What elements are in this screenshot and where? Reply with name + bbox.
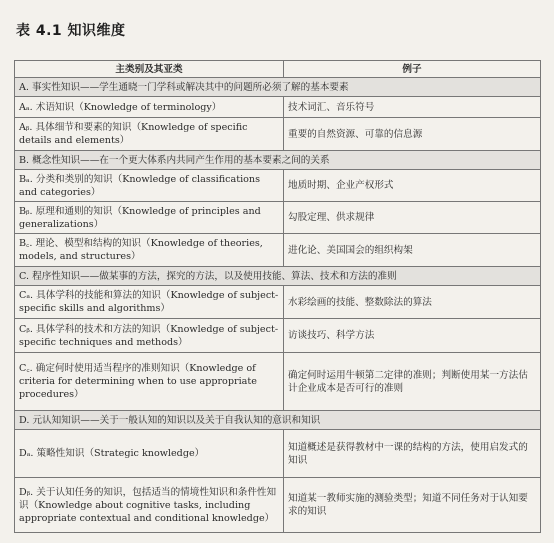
example-bc: 进化论、美国国会的组织构架 (284, 234, 541, 267)
main-category-a: A. 事实性知识——学生通晓一门学科或解决其中的问题所必须了解的基本要素 (15, 78, 541, 97)
subcategory-row (15, 202, 541, 234)
header-category: 主类别及其亚类 (15, 61, 284, 78)
subcategory-ba: Bₐ. 分类和类别的知识（Knowledge of classifications and categories） (15, 170, 284, 202)
knowledge-dimension-table (14, 60, 541, 533)
table-title: 表 4.1 知识维度 (16, 23, 126, 39)
main-category-row-b (15, 151, 541, 170)
subcategory-row (15, 286, 541, 319)
main-category-row-c (15, 267, 541, 286)
example-ba: 地质时期、企业产权形式 (284, 170, 541, 202)
header-row (15, 61, 541, 78)
main-category-c: C. 程序性知识——做某事的方法，探究的方法，以及使用技能、算法、技术和方法的准则 (15, 267, 541, 286)
subcategory-da: Dₐ. 策略性知识（Strategic knowledge） (15, 430, 284, 478)
main-category-row-d (15, 411, 541, 430)
subcategory-aa: Aₐ. 术语知识（Knowledge of terminology） (15, 97, 284, 118)
example-bb: 勾股定理、供求规律 (284, 202, 541, 234)
main-category-d: D. 元认知知识——关于一般认知的知识以及关于自我认知的意识和知识 (15, 411, 541, 430)
main-category-row-a (15, 78, 541, 97)
subcategory-ca: Cₐ. 具体学科的技能和算法的知识（Knowledge of subject-specific skills and algorithms） (15, 286, 284, 319)
subcategory-bb: Bᵦ. 原理和通则的知识（Knowledge of principles and generalizations） (15, 202, 284, 234)
example-db: 知道某一教师实施的测验类型；知道不同任务对于认知要求的知识 (284, 478, 541, 533)
subcategory-row (15, 97, 541, 118)
subcategory-cb: Cᵦ. 具体学科的技术和方法的知识（Knowledge of subject-specific techniques and methods） (15, 319, 284, 353)
subcategory-row (15, 118, 541, 151)
example-ca: 水彩绘画的技能、整数除法的算法 (284, 286, 541, 319)
example-ab: 重要的自然资源、可靠的信息源 (284, 118, 541, 151)
subcategory-ab: Aᵦ. 具体细节和要素的知识（Knowledge of specific details and elements） (15, 118, 284, 151)
subcategory-bc: B꜀. 理论、模型和结构的知识（Knowledge of theories, models, and structures） (15, 234, 284, 267)
example-cb: 访谈技巧、科学方法 (284, 319, 541, 353)
subcategory-row (15, 170, 541, 202)
subcategory-row (15, 234, 541, 267)
subcategory-cc: C꜀. 确定何时使用适当程序的准则知识（Knowledge of criteria for determining when to use appropriate procedures） (15, 353, 284, 411)
example-cc: 确定何时运用牛顿第二定律的准则；判断使用某一方法估计企业成本是否可行的准则 (284, 353, 541, 411)
main-category-b: B. 概念性知识——在一个更大体系内共同产生作用的基本要素之间的关系 (15, 151, 541, 170)
example-da: 知道概述是获得教材中一课的结构的方法，使用启发式的知识 (284, 430, 541, 478)
subcategory-row (15, 478, 541, 533)
example-aa: 技术词汇、音乐符号 (284, 97, 541, 118)
header-examples: 例子 (284, 61, 541, 78)
subcategory-db: Dᵦ. 关于认知任务的知识，包括适当的情境性知识和条件性知识（Knowledge about cognitive tasks, including appropriate contextual and conditional knowledge） (15, 478, 284, 533)
subcategory-row (15, 319, 541, 353)
subcategory-row (15, 353, 541, 411)
subcategory-row (15, 430, 541, 478)
